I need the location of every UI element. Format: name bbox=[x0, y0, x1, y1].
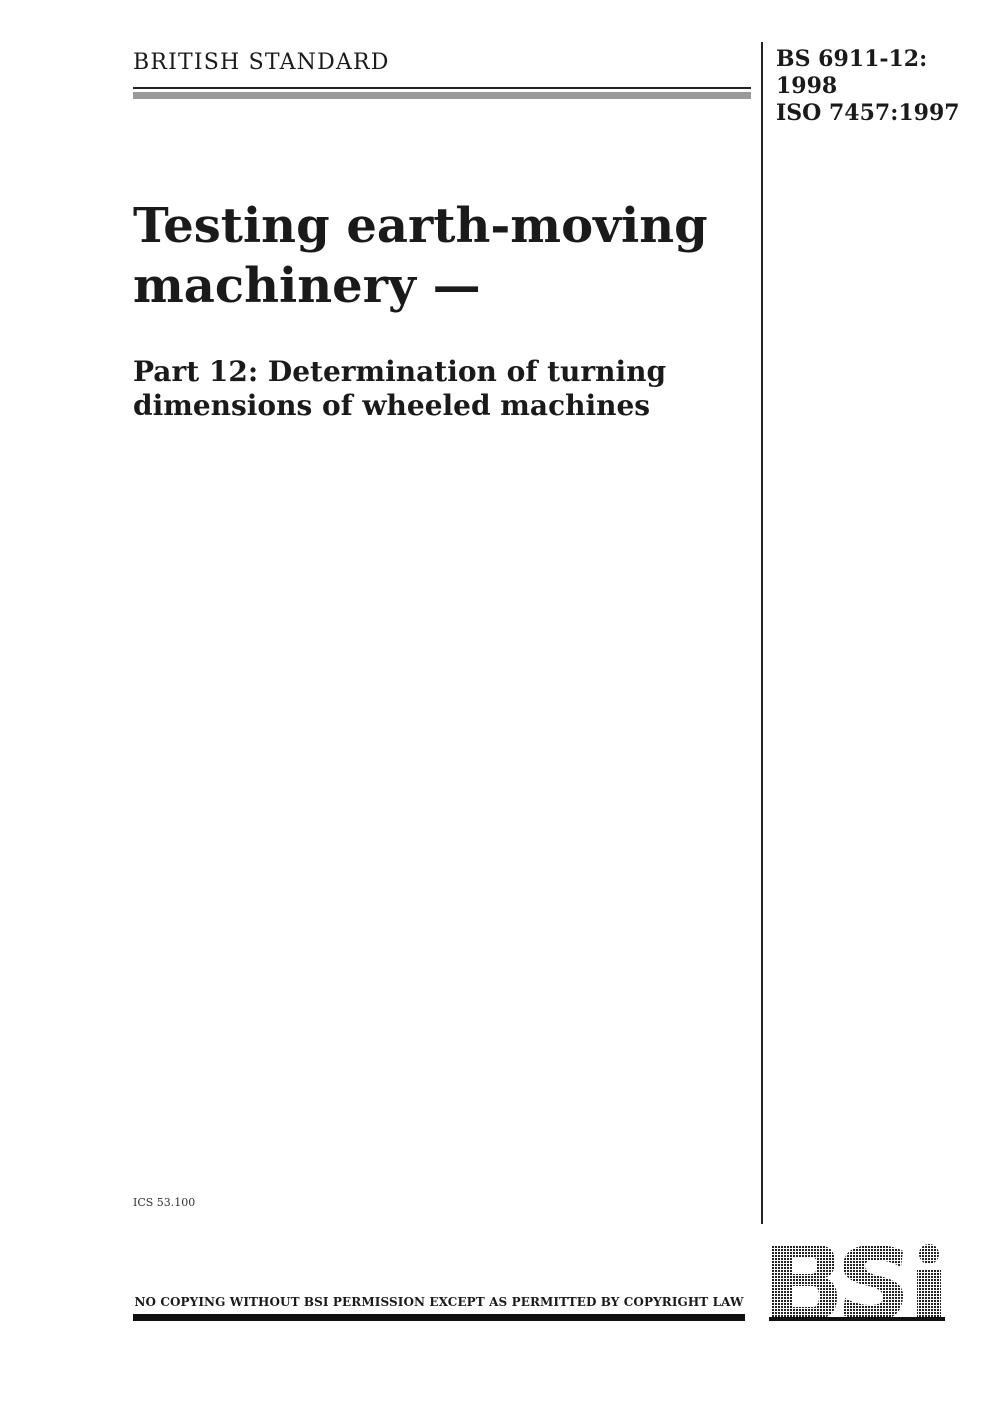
header-rule-thin bbox=[133, 87, 751, 89]
series-label: BRITISH STANDARD bbox=[133, 50, 390, 75]
bsi-logo-icon bbox=[769, 1243, 945, 1321]
title-line1: Testing earth-moving bbox=[133, 198, 708, 254]
vertical-divider bbox=[761, 42, 763, 1224]
footer-rule bbox=[133, 1314, 745, 1321]
standard-number-line2: 1998 bbox=[776, 73, 838, 99]
copyright-notice: NO COPYING WITHOUT BSI PERMISSION EXCEPT AS PERMITTED BY COPYRIGHT LAW bbox=[134, 1295, 744, 1309]
header-rule-gray bbox=[133, 92, 751, 99]
subtitle-line2: dimensions of wheeled machines bbox=[133, 389, 651, 422]
standard-number-block bbox=[776, 46, 960, 127]
standard-number-line1: BS 6911-12: bbox=[776, 46, 928, 72]
subtitle-line1: Part 12: Determination of turning bbox=[133, 355, 667, 388]
title-line2: machinery — bbox=[133, 258, 481, 314]
iso-number: ISO 7457:1997 bbox=[776, 100, 960, 126]
ics-code: ICS 53.100 bbox=[133, 1196, 196, 1209]
document-subtitle bbox=[133, 355, 666, 423]
document-title bbox=[133, 196, 708, 316]
